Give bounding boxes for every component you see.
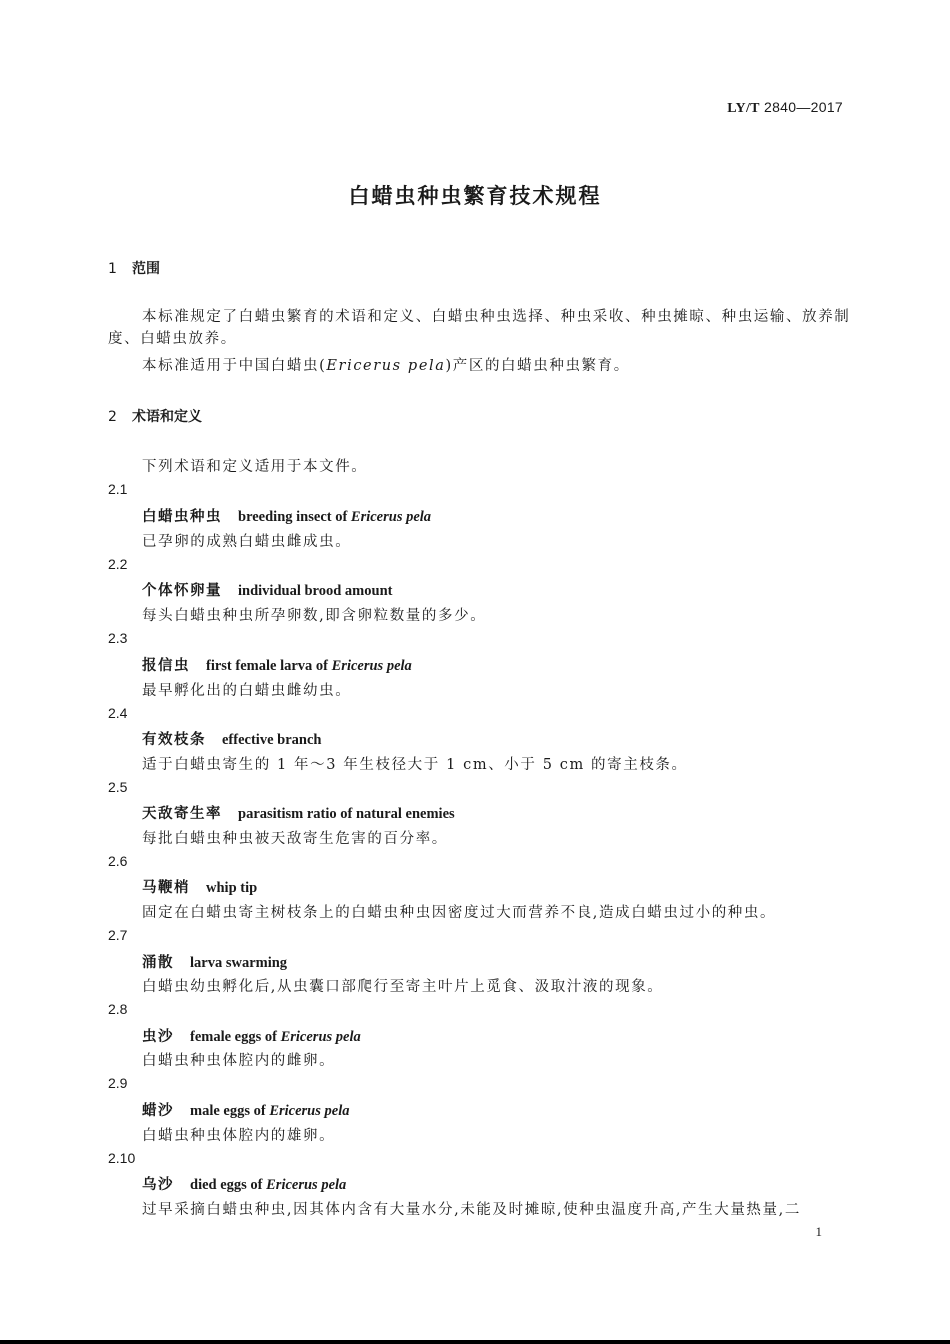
term-en: first female larva of Ericerus pela xyxy=(206,658,412,674)
section-2-title: 术语和定义 xyxy=(132,409,202,425)
term-en: parasitism ratio of natural enemies xyxy=(238,806,455,822)
term-en: larva swarming xyxy=(190,955,288,971)
term-number: 2.4 xyxy=(108,705,128,721)
document-title: 白蜡虫种虫繁育技术规程 xyxy=(348,184,602,208)
section-2-heading xyxy=(108,406,202,426)
term-title xyxy=(142,1099,349,1120)
term-zh: 乌沙 xyxy=(142,1177,174,1193)
section-1-para1-line1: 本标准规定了白蜡虫繁育的术语和定义、白蜡虫种虫选择、种虫采收、种虫摊晾、种虫运输、放养制 xyxy=(142,309,851,325)
term-zh: 个体怀卵量 xyxy=(142,583,222,599)
term-zh: 蜡沙 xyxy=(142,1103,174,1119)
standard-code xyxy=(727,99,843,117)
term-definition: 白蜡虫种虫体腔内的雄卵。 xyxy=(142,1128,336,1144)
term-definition: 每头白蜡虫种虫所孕卵数,即含卵粒数量的多少。 xyxy=(142,608,487,624)
term-zh: 天敌寄生率 xyxy=(142,806,222,822)
term-en: whip tip xyxy=(206,880,258,896)
term-title xyxy=(142,802,455,823)
term-title xyxy=(142,1173,346,1194)
term-en: female eggs of Ericerus pela xyxy=(190,1029,361,1045)
term-title xyxy=(142,505,431,526)
section-1-para1-line2: 度、白蜡虫放养。 xyxy=(108,331,237,347)
term-number: 2.3 xyxy=(108,630,128,646)
term-definition: 白蜡虫种虫体腔内的雌卵。 xyxy=(142,1053,336,1069)
section-1-heading xyxy=(108,258,160,278)
section-1-para2 xyxy=(142,354,630,375)
term-definition: 每批白蜡虫种虫被天敌寄生危害的百分率。 xyxy=(142,831,448,847)
para2-before: 本标准适用于中国白蜡虫( xyxy=(142,358,327,374)
section-2-number: 2 xyxy=(108,409,117,425)
term-zh: 涌散 xyxy=(142,955,174,971)
term-number: 2.6 xyxy=(108,853,128,869)
term-en: effective branch xyxy=(222,732,322,748)
standard-prefix: LY/T xyxy=(727,101,760,116)
term-number: 2.1 xyxy=(108,481,128,497)
term-definition: 最早孵化出的白蜡虫雌幼虫。 xyxy=(142,683,352,699)
bottom-divider xyxy=(0,1340,950,1344)
term-en: breeding insect of Ericerus pela xyxy=(238,509,432,525)
term-en: individual brood amount xyxy=(238,583,393,599)
term-number: 2.2 xyxy=(108,556,128,572)
term-en: died eggs of Ericerus pela xyxy=(190,1177,347,1193)
term-zh: 有效枝条 xyxy=(142,732,206,748)
term-title xyxy=(142,951,287,972)
section-2-intro: 下列术语和定义适用于本文件。 xyxy=(142,459,368,475)
page-number: 1 xyxy=(815,1224,822,1239)
term-number: 2.9 xyxy=(108,1075,128,1091)
term-title xyxy=(142,1025,361,1046)
term-title xyxy=(142,728,321,749)
para2-species: Ericerus pela xyxy=(326,358,446,374)
term-definition: 白蜡虫幼虫孵化后,从虫囊口部爬行至寄主叶片上觅食、汲取汁液的现象。 xyxy=(142,979,664,995)
term-definition: 适于白蜡虫寄生的 1 年～3 年生枝径大于 1 cm、小于 5 cm 的寄主枝条。 xyxy=(142,757,688,773)
term-number: 2.5 xyxy=(108,779,128,795)
section-1-number: 1 xyxy=(108,261,117,277)
term-en: male eggs of Ericerus pela xyxy=(190,1103,350,1119)
term-zh: 马鞭梢 xyxy=(142,880,190,896)
term-title xyxy=(142,876,257,897)
section-1-title: 范围 xyxy=(132,261,160,277)
term-definition: 固定在白蜡虫寄主树枝条上的白蜡虫种虫因密度过大而营养不良,造成白蜡虫过小的种虫。 xyxy=(142,905,777,921)
term-zh: 白蜡虫种虫 xyxy=(142,509,222,525)
term-number: 2.8 xyxy=(108,1001,128,1017)
term-title xyxy=(142,579,392,600)
term-zh: 虫沙 xyxy=(142,1029,174,1045)
term-number: 2.7 xyxy=(108,927,128,943)
term-definition: 已孕卵的成熟白蜡虫雌成虫。 xyxy=(142,534,352,550)
para2-after: )产区的白蜡虫种虫繁育。 xyxy=(445,358,630,374)
term-definition: 过早采摘白蜡虫种虫,因其体内含有大量水分,未能及时摊晾,使种虫温度升高,产生大量热量,二 xyxy=(142,1202,801,1218)
term-number: 2.10 xyxy=(108,1150,136,1166)
term-title xyxy=(142,654,412,675)
term-zh: 报信虫 xyxy=(142,658,190,674)
standard-number: 2840—2017 xyxy=(764,99,843,115)
